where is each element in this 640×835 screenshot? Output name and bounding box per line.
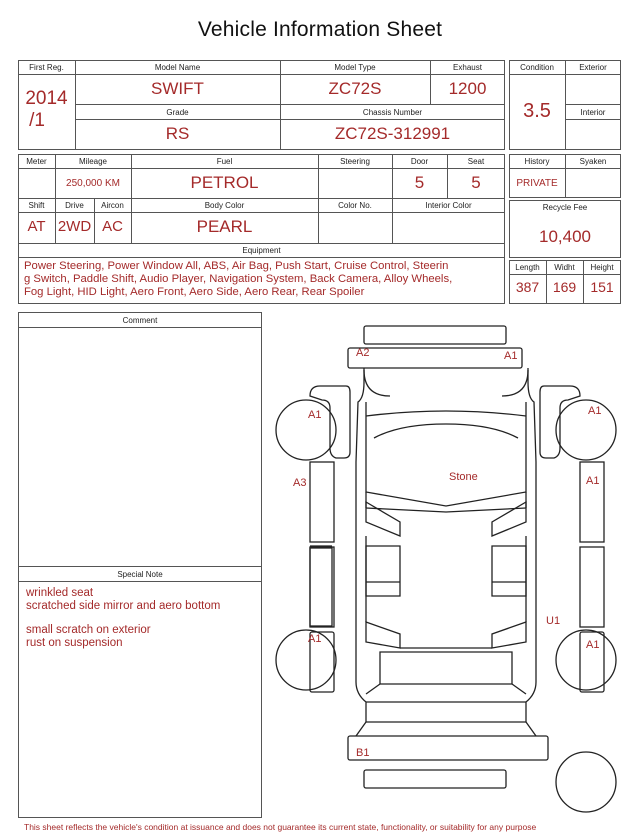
exhaust-value: 1200 <box>448 79 487 98</box>
height-label: Height <box>590 263 614 272</box>
drive-value: 2WD <box>57 218 92 235</box>
comment-label: Comment <box>122 316 158 325</box>
right-rear-door <box>580 547 604 627</box>
front-right-wheel <box>556 400 616 460</box>
meter-label: Meter <box>26 157 47 166</box>
disclaimer-footer: This sheet reflects the vehicle's condition at issuance and does not guarantee its current state, functionality, or suitability for any purpose <box>24 822 537 832</box>
grade-label: Grade <box>166 108 189 117</box>
mark-front-right-wheel: A1 <box>588 405 602 417</box>
special-note-line: wrinkled seat <box>26 587 94 599</box>
syaken-label: Syaken <box>579 157 607 166</box>
door-label: Door <box>410 157 429 166</box>
body-color-label: Body Color <box>204 201 245 210</box>
exterior-label: Exterior <box>579 63 607 72</box>
equipment-text <box>24 260 502 299</box>
mark-right-side: A1 <box>586 475 600 487</box>
steering-label: Steering <box>340 157 370 166</box>
model-type-value: ZC72S <box>328 79 382 98</box>
model-name-value: SWIFT <box>151 79 204 98</box>
mark-front-left-wheel: A1 <box>308 409 322 421</box>
spare-wheel <box>556 752 616 812</box>
first-reg-year: 2014 <box>25 88 68 109</box>
aircon-value: AC <box>102 218 123 235</box>
fuel-label: Fuel <box>216 157 233 166</box>
hood-front-bar <box>348 348 522 368</box>
fuel-value: PETROL <box>190 173 259 192</box>
left-front-seat <box>310 548 332 626</box>
recycle-fee-value: 10,400 <box>539 227 591 246</box>
special-note-text <box>26 587 220 649</box>
equipment-line: Fog Light, HID Light, Aero Front, Aero Side, Aero Rear, Rear Spoiler <box>24 286 365 298</box>
equipment-label: Equipment <box>242 246 281 255</box>
model-name-label: Model Name <box>154 63 201 72</box>
shift-value: AT <box>27 218 46 235</box>
front-left-fender <box>310 386 350 458</box>
mark-top-left: A2 <box>356 347 370 359</box>
mark-rear-left-wheel: A1 <box>308 633 322 645</box>
right-seat-back <box>492 546 526 596</box>
chassis-number-label: Chassis Number <box>362 108 423 117</box>
seat-label: Seat <box>467 157 485 166</box>
door-value: 5 <box>414 173 425 192</box>
rear-bumper-shape <box>348 736 548 760</box>
body-color-value: PEARL <box>196 217 253 236</box>
interior-label: Interior <box>580 108 606 117</box>
mileage-label: Mileage <box>78 157 107 166</box>
history-value: PRIVATE <box>516 178 558 189</box>
mark-left-side: A3 <box>293 477 307 489</box>
body-outline <box>356 368 536 722</box>
history-label: History <box>524 157 550 166</box>
condition-value: 3.5 <box>523 100 551 122</box>
front-left-wheel <box>276 400 336 460</box>
page-title: Vehicle Information Sheet <box>197 18 443 41</box>
comment-box <box>18 312 262 568</box>
special-note-line <box>26 612 220 624</box>
shift-label: Shift <box>28 201 45 210</box>
car-damage-diagram <box>270 322 630 818</box>
recycle-fee-label: Recycle Fee <box>542 203 588 212</box>
mark-rear-right: U1 <box>546 615 561 627</box>
mark-rear-bumper: B1 <box>356 747 370 759</box>
windshield <box>366 508 526 512</box>
grade-value: RS <box>165 124 190 143</box>
rear-bumper-bar <box>364 770 506 788</box>
rear-left-wheel <box>276 630 336 690</box>
seat-value: 5 <box>471 173 481 192</box>
aircon-label: Aircon <box>101 201 124 210</box>
mark-rear-right-wheel: A1 <box>586 639 600 651</box>
right-front-door <box>580 462 604 542</box>
rear-window <box>366 622 400 648</box>
special-note-line: scratched side mirror and aero bottom <box>26 599 221 612</box>
front-bumper-shape <box>364 326 506 344</box>
chassis-number-value: ZC72S-312991 <box>334 124 451 143</box>
model-type-label: Model Type <box>334 63 376 72</box>
left-rear-door <box>310 547 334 627</box>
front-right-fender <box>540 386 580 458</box>
length-label: Length <box>515 263 540 272</box>
mileage-value: 250,000 KM <box>66 178 120 189</box>
interior-color-label: Interior Color <box>425 201 472 210</box>
width-label: Widht <box>554 263 575 272</box>
drive-label: Drive <box>65 201 84 210</box>
tailgate <box>380 652 512 684</box>
mark-hood: Stone <box>449 471 478 483</box>
width-value: 169 <box>552 279 577 295</box>
left-seat-back <box>366 546 400 596</box>
special-note-label: Special Note <box>117 570 163 579</box>
exhaust-label: Exhaust <box>453 63 482 72</box>
special-note-line: rust on suspension <box>26 636 123 649</box>
equipment-line: Power Steering, Power Window All, ABS, Air Bag, Push Start, Cruise Control, Steerin <box>24 260 449 272</box>
height-value: 151 <box>590 279 614 295</box>
hood-shape <box>366 402 526 506</box>
first-reg-label: First Reg. <box>29 63 64 72</box>
length-value: 387 <box>515 279 540 295</box>
left-front-door <box>310 462 334 542</box>
equipment-line: g Switch, Paddle Shift, Audio Player, Navigation System, Back Camera, Alloy Wheels, <box>24 273 453 285</box>
special-note-line: small scratch on exterior <box>26 624 151 636</box>
first-reg-month: /1 <box>29 110 45 131</box>
condition-label: Condition <box>520 63 554 72</box>
mark-top-right: A1 <box>504 350 518 362</box>
color-no-label: Color No. <box>338 201 372 210</box>
